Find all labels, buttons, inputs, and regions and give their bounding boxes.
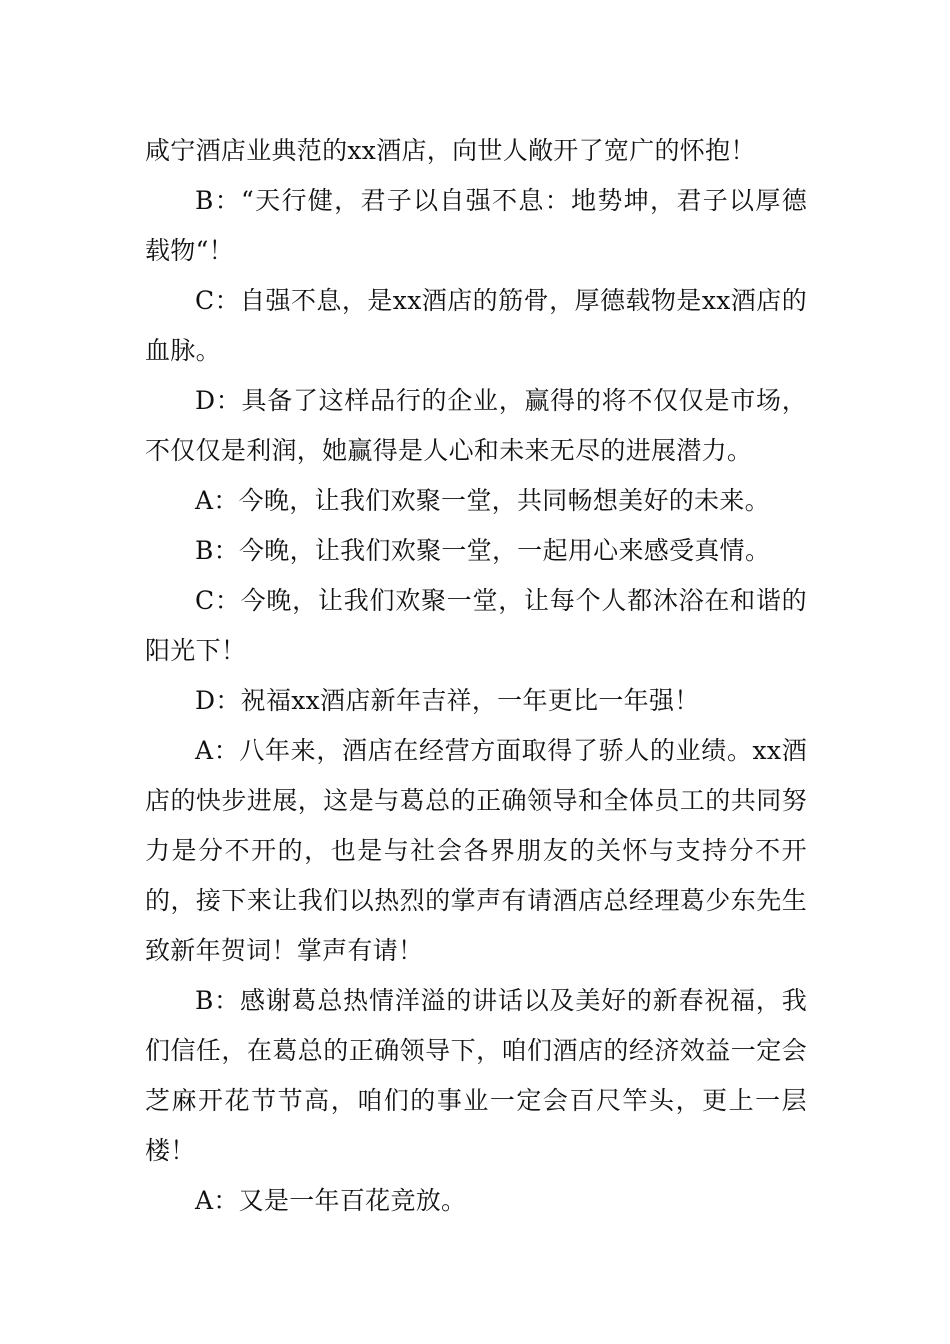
paragraph-11: A：又是一年百花竞放。 — [195, 1186, 467, 1215]
paragraph-4: D：具备了这样品行的企业，赢得的将不仅仅是市场，不仅仅是利润，她赢得是人心和未来无尽的进展潜力。 — [145, 386, 807, 465]
paragraph-7: C：今晚，让我们欢聚一堂，让每个人都沐浴在和谐的阳光下！ — [145, 586, 807, 665]
document-body — [145, 126, 807, 1226]
paragraph-1: 咸宁酒店业典范的xx酒店，向世人敞开了宽广的怀抱！ — [145, 136, 756, 165]
paragraph-8: D：祝福xx酒店新年吉祥，一年更比一年强！ — [195, 686, 700, 715]
paragraph-10: B：感谢葛总热情洋溢的讲话以及美好的新春祝福，我们信任，在葛总的正确领导下，咱们酒店的经济效益一定会芝麻开花节节高，咱们的事业一定会百尺竿头，更上一层楼！ — [145, 986, 807, 1165]
paragraph-5: A：今晚，让我们欢聚一堂，共同畅想美好的未来。 — [195, 486, 770, 515]
paragraph-2: B：“天行健，君子以自强不息：地势坤，君子以厚德载物“！ — [145, 186, 807, 265]
paragraph-6: B：今晚，让我们欢聚一堂，一起用心来感受真情。 — [195, 536, 771, 565]
paragraph-3: C：自强不息，是xx酒店的筋骨，厚德载物是xx酒店的血脉。 — [145, 286, 807, 365]
paragraph-9: A：八年来，酒店在经营方面取得了骄人的业绩。xx酒店的快步进展，这是与葛总的正确领导和全体员工的共同努力是分不开的，也是与社会各界朋友的关怀与支持分不开的，接下来让我们以热烈的掌声有请酒店总经理葛少东先生致新年贺词！掌声有请！ — [145, 736, 807, 965]
